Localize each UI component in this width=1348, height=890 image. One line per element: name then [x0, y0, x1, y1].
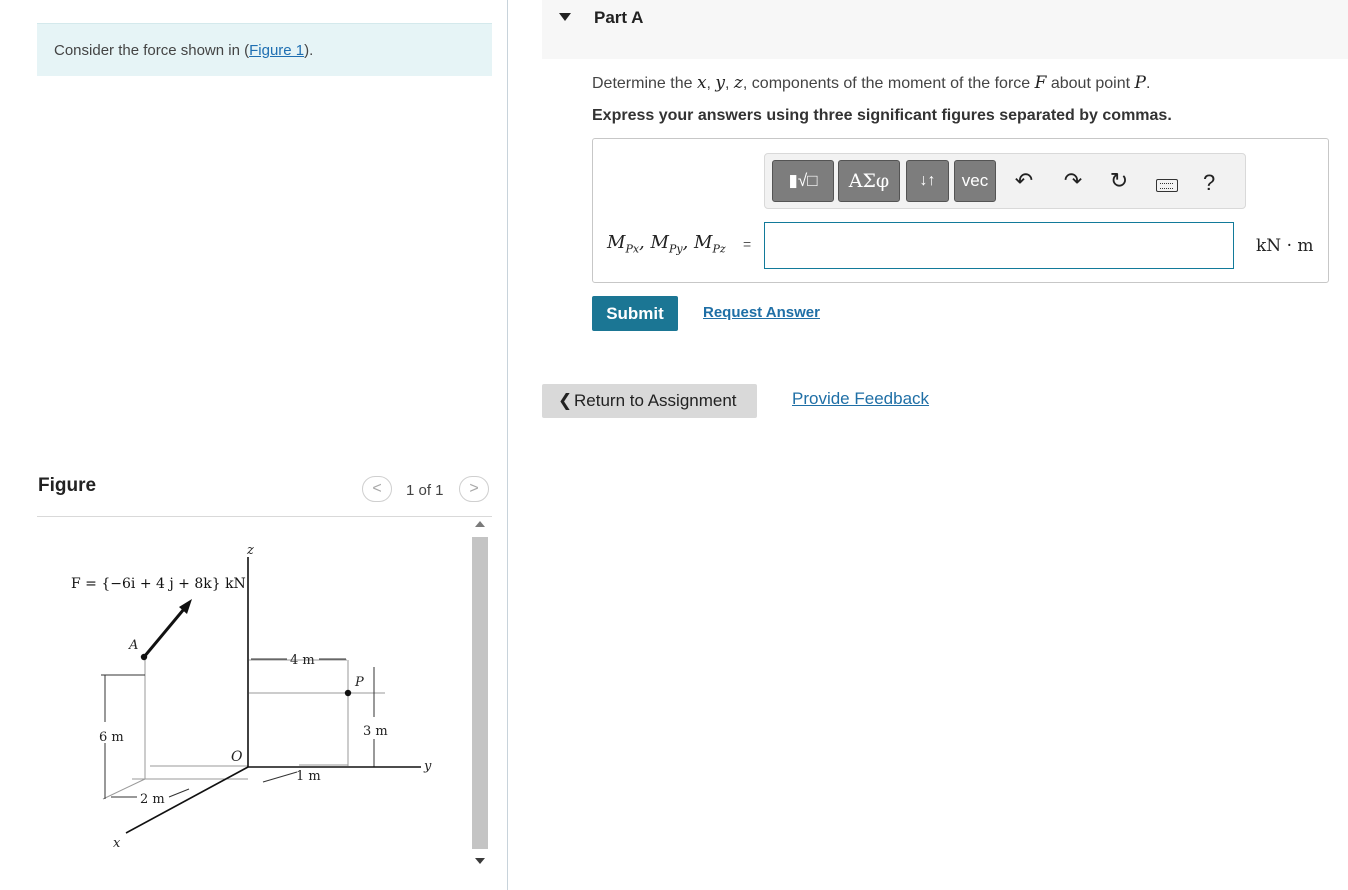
point-a-label: A [129, 638, 139, 653]
math-toolbar [764, 153, 1246, 209]
equals-sign: = [743, 236, 752, 252]
var-y: y [715, 73, 726, 93]
figure-header [37, 472, 492, 517]
dim-2m-right [169, 789, 189, 797]
scroll-up-arrow-icon[interactable] [475, 521, 485, 527]
var-z: z [733, 73, 743, 93]
answer-box [592, 138, 1329, 283]
request-answer-link[interactable]: Request Answer [703, 304, 820, 321]
figure-link[interactable]: Figure 1 [249, 42, 305, 59]
part-title: Part A [594, 8, 644, 27]
chevron-left-icon: ❮ [558, 391, 573, 410]
y-axis-label: y [424, 759, 432, 774]
next-figure-button[interactable]: > [459, 476, 489, 502]
force-vector [144, 603, 189, 657]
question-mid: components of the moment of the force [747, 75, 1035, 92]
dim-1m-label: 1 m [296, 769, 321, 784]
part-a-header[interactable] [542, 0, 1348, 59]
label-m1: M [607, 232, 626, 253]
a-projection-line [103, 779, 145, 799]
origin-label: O [231, 749, 243, 765]
intro-text: Consider the force shown in ( [54, 42, 250, 59]
scroll-thumb[interactable] [472, 537, 488, 849]
dim-6m-label: 6 m [99, 730, 124, 745]
provide-feedback-link[interactable]: Provide Feedback [792, 389, 930, 408]
reset-icon[interactable]: ↻ [1109, 168, 1129, 193]
figure-title: Figure [38, 475, 97, 496]
question-end: . [1145, 75, 1151, 92]
point-p [345, 690, 351, 696]
dim-3m-label: 3 m [363, 724, 388, 739]
question-about: about point [1046, 75, 1135, 92]
prev-figure-button[interactable]: < [362, 476, 392, 502]
label-m3: M [694, 232, 713, 253]
force-diagram [37, 517, 470, 877]
var-p: P [1134, 73, 1146, 93]
collapse-caret-icon[interactable] [559, 13, 571, 21]
intro-end: ). [304, 42, 314, 59]
answer-input[interactable] [764, 222, 1234, 269]
label-sub-py: Py [668, 242, 683, 256]
var-f: F [1034, 73, 1047, 93]
z-axis-label: z [247, 543, 254, 558]
x-axis-label: x [113, 836, 121, 851]
figure-scrollbar[interactable] [470, 517, 490, 873]
vector-button[interactable]: vec [954, 160, 996, 202]
templates-button[interactable]: ▮√□ [772, 160, 834, 202]
redo-icon[interactable]: ↷ [1063, 168, 1083, 193]
undo-icon[interactable]: ↶ [1014, 168, 1034, 193]
var-x: x [696, 73, 707, 93]
left-column [0, 0, 508, 890]
dim-2m-label: 2 m [140, 792, 165, 807]
keyboard-icon[interactable] [1156, 179, 1178, 192]
subscript-superscript-button[interactable]: ↓↑ [906, 160, 949, 202]
question-text: Determine the x, y, z, components of the moment of the force F about point P. [592, 73, 1151, 93]
answer-label: $M_{Px}$, $M_{Py}$, $M_{Pz}$ [607, 232, 726, 256]
question-prefix: Determine the [592, 75, 697, 92]
help-icon[interactable]: ? [1203, 170, 1216, 195]
figure-image [37, 517, 470, 877]
label-sub-pz: Pz [712, 242, 726, 256]
submit-button[interactable]: Submit [592, 296, 678, 331]
figure-pager-text: 1 of 1 [406, 482, 444, 499]
column-divider [507, 0, 508, 890]
dim-1m-line [263, 772, 297, 782]
force-label: F = {−6i + 4 j + 8k} kN [71, 576, 246, 592]
dim-4m-label: 4 m [290, 653, 315, 668]
greek-symbols-button[interactable]: ΑΣφ [838, 160, 900, 202]
return-to-assignment-button[interactable] [542, 384, 757, 418]
point-a [141, 654, 147, 660]
label-sub-px: Px [625, 242, 640, 256]
intro-banner [37, 23, 492, 76]
scroll-down-arrow-icon[interactable] [475, 858, 485, 864]
units-label: kN · m [1256, 236, 1314, 256]
label-m2: M [650, 232, 669, 253]
instruction-text: Express your answers using three significant figures separated by commas. [592, 107, 1172, 124]
point-p-label: P [355, 675, 364, 690]
return-label: Return to Assignment [574, 391, 737, 410]
